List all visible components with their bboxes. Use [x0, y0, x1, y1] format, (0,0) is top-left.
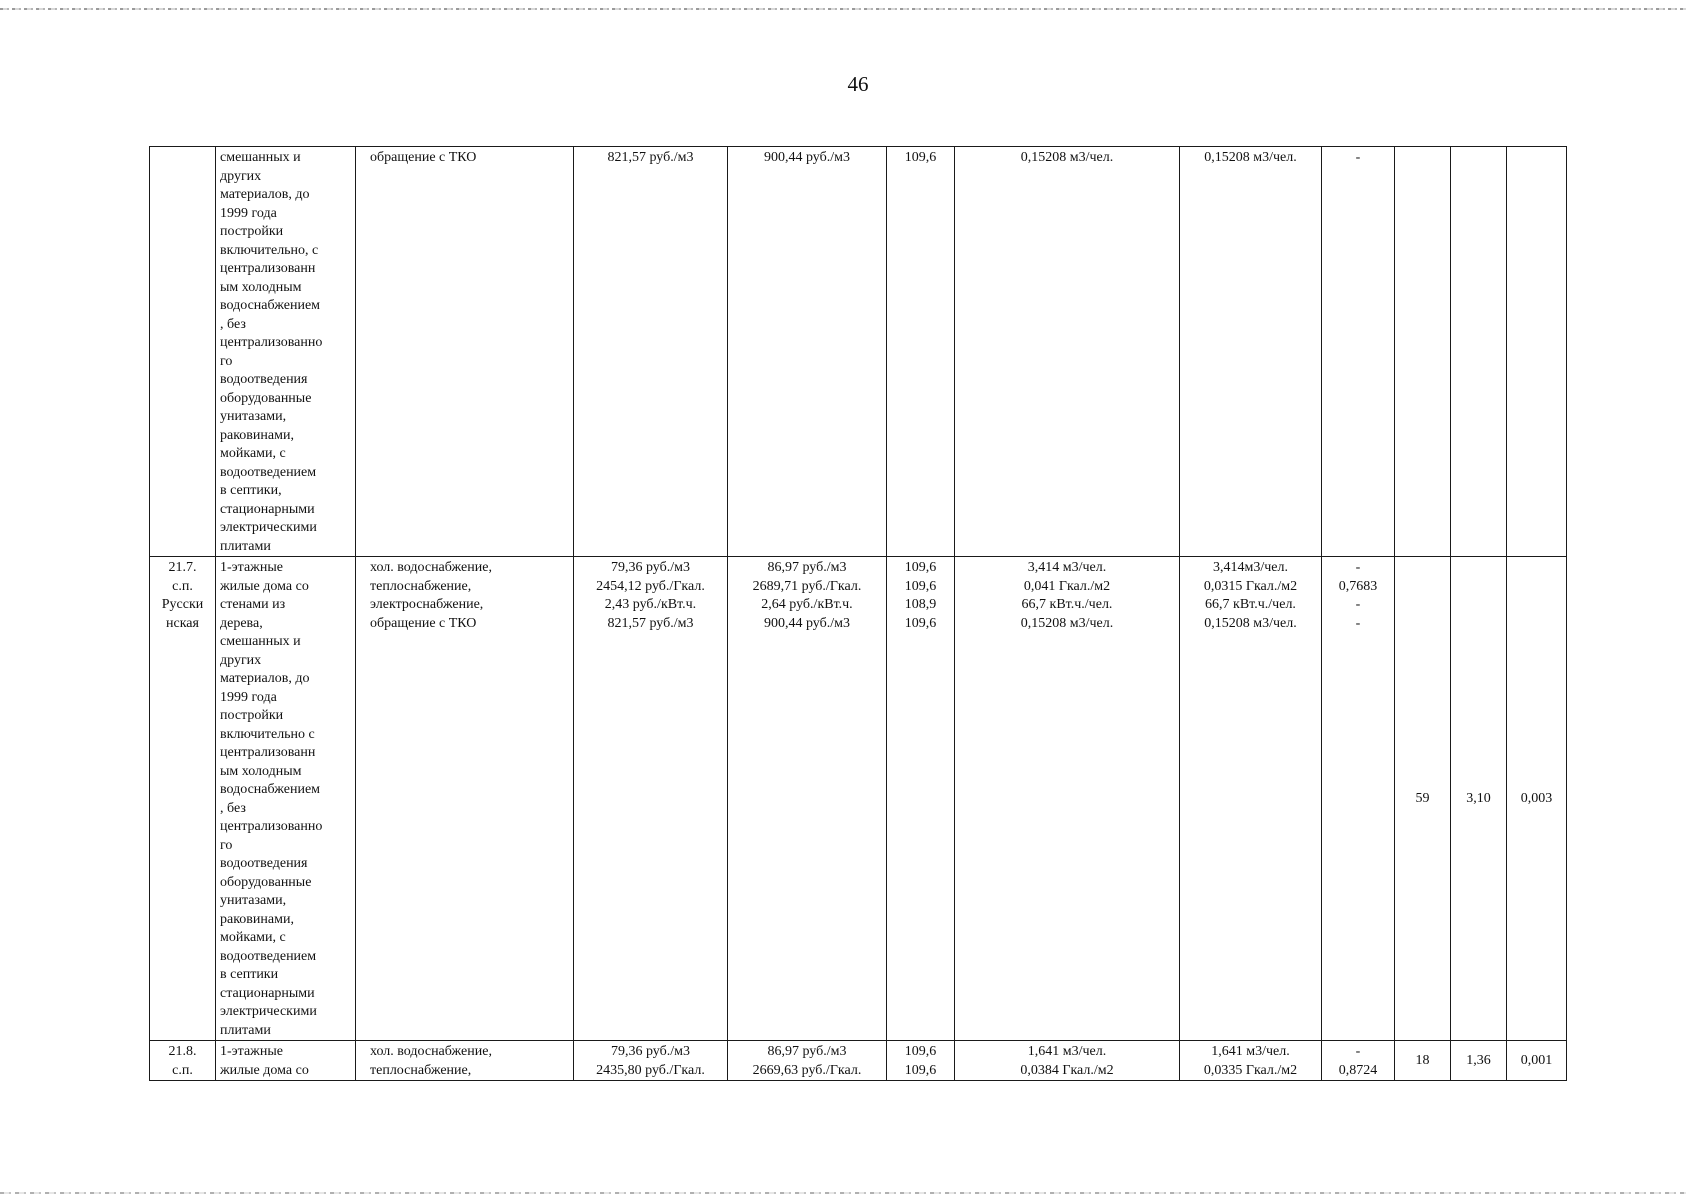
- cell-col11: 1,36: [1451, 1041, 1507, 1081]
- cell-norm-calc: 0,15208 м3/чел.: [1180, 147, 1322, 557]
- table-row: [150, 1041, 1567, 1081]
- cell-building-type: 1-этажные жилые дома со: [216, 1041, 356, 1081]
- cell-norm-calc: 1,641 м3/чел. 0,0335 Гкал./м2: [1180, 1041, 1322, 1081]
- cell-number: [150, 147, 216, 557]
- cell-building-type: смешанных и других материалов, до 1999 года постройки включительно, с централизованн ым холодным водоснабжением , без централизованно го водоотведения оборудованные унитазами, раковинами, мойками, с водоотведением в септики, стационарными электрическими плитами: [216, 147, 356, 557]
- cell-norm: 0,15208 м3/чел.: [955, 147, 1180, 557]
- cell-number: 21.7. с.п. Русски нская: [150, 557, 216, 1041]
- cell-services: обращение с ТКО: [356, 147, 574, 557]
- cell-col11: [1451, 147, 1507, 557]
- cell-norm: 3,414 м3/чел. 0,041 Гкал./м2 66,7 кВт.ч./чел. 0,15208 м3/чел.: [955, 557, 1180, 1041]
- scan-edge-bottom: [0, 1192, 1686, 1194]
- cell-coefficient: -: [1322, 147, 1395, 557]
- cell-tariff-new: 900,44 руб./м3: [728, 147, 887, 557]
- cell-col12: 0,001: [1507, 1041, 1567, 1081]
- cell-services: хол. водоснабжение, теплоснабжение, электроснабжение, обращение с ТКО: [356, 557, 574, 1041]
- cell-norm-calc: 3,414м3/чел. 0,0315 Гкал./м2 66,7 кВт.ч./чел. 0,15208 м3/чел.: [1180, 557, 1322, 1041]
- cell-tariff-new: 86,97 руб./м3 2669,63 руб./Гкал.: [728, 1041, 887, 1081]
- cell-building-type: 1-этажные жилые дома со стенами из дерева, смешанных и других материалов, до 1999 года постройки включительно с централизованн ым холодным водоснабжением , без централизованно го водоотведения оборудованные унитазами, раковинами, мойками, с водоотведением в септики стационарными электрическими плитами: [216, 557, 356, 1041]
- cell-tariff-old: 79,36 руб./м3 2435,80 руб./Гкал.: [574, 1041, 728, 1081]
- cell-col10: 59: [1395, 557, 1451, 1041]
- table-row: [150, 557, 1567, 1041]
- table-row: [150, 147, 1567, 557]
- cell-col12: [1507, 147, 1567, 557]
- cell-index: 109,6: [887, 147, 955, 557]
- cell-services: хол. водоснабжение, теплоснабжение,: [356, 1041, 574, 1081]
- cell-col10: [1395, 147, 1451, 557]
- cell-coefficient: - 0,8724: [1322, 1041, 1395, 1081]
- scan-edge-top: [0, 8, 1686, 10]
- cell-coefficient: - 0,7683 - -: [1322, 557, 1395, 1041]
- cell-number: 21.8. с.п.: [150, 1041, 216, 1081]
- cell-tariff-old: 79,36 руб./м3 2454,12 руб./Гкал. 2,43 руб./кВт.ч. 821,57 руб./м3: [574, 557, 728, 1041]
- cell-index: 109,6 109,6 108,9 109,6: [887, 557, 955, 1041]
- cell-tariff-new: 86,97 руб./м3 2689,71 руб./Гкал. 2,64 руб./кВт.ч. 900,44 руб./м3: [728, 557, 887, 1041]
- cell-col10: 18: [1395, 1041, 1451, 1081]
- tariff-table: [149, 146, 1567, 1081]
- cell-col11: 3,10: [1451, 557, 1507, 1041]
- cell-tariff-old: 821,57 руб./м3: [574, 147, 728, 557]
- cell-col12: 0,003: [1507, 557, 1567, 1041]
- page-number: 46: [847, 72, 869, 96]
- cell-index: 109,6 109,6: [887, 1041, 955, 1081]
- cell-norm: 1,641 м3/чел. 0,0384 Гкал./м2: [955, 1041, 1180, 1081]
